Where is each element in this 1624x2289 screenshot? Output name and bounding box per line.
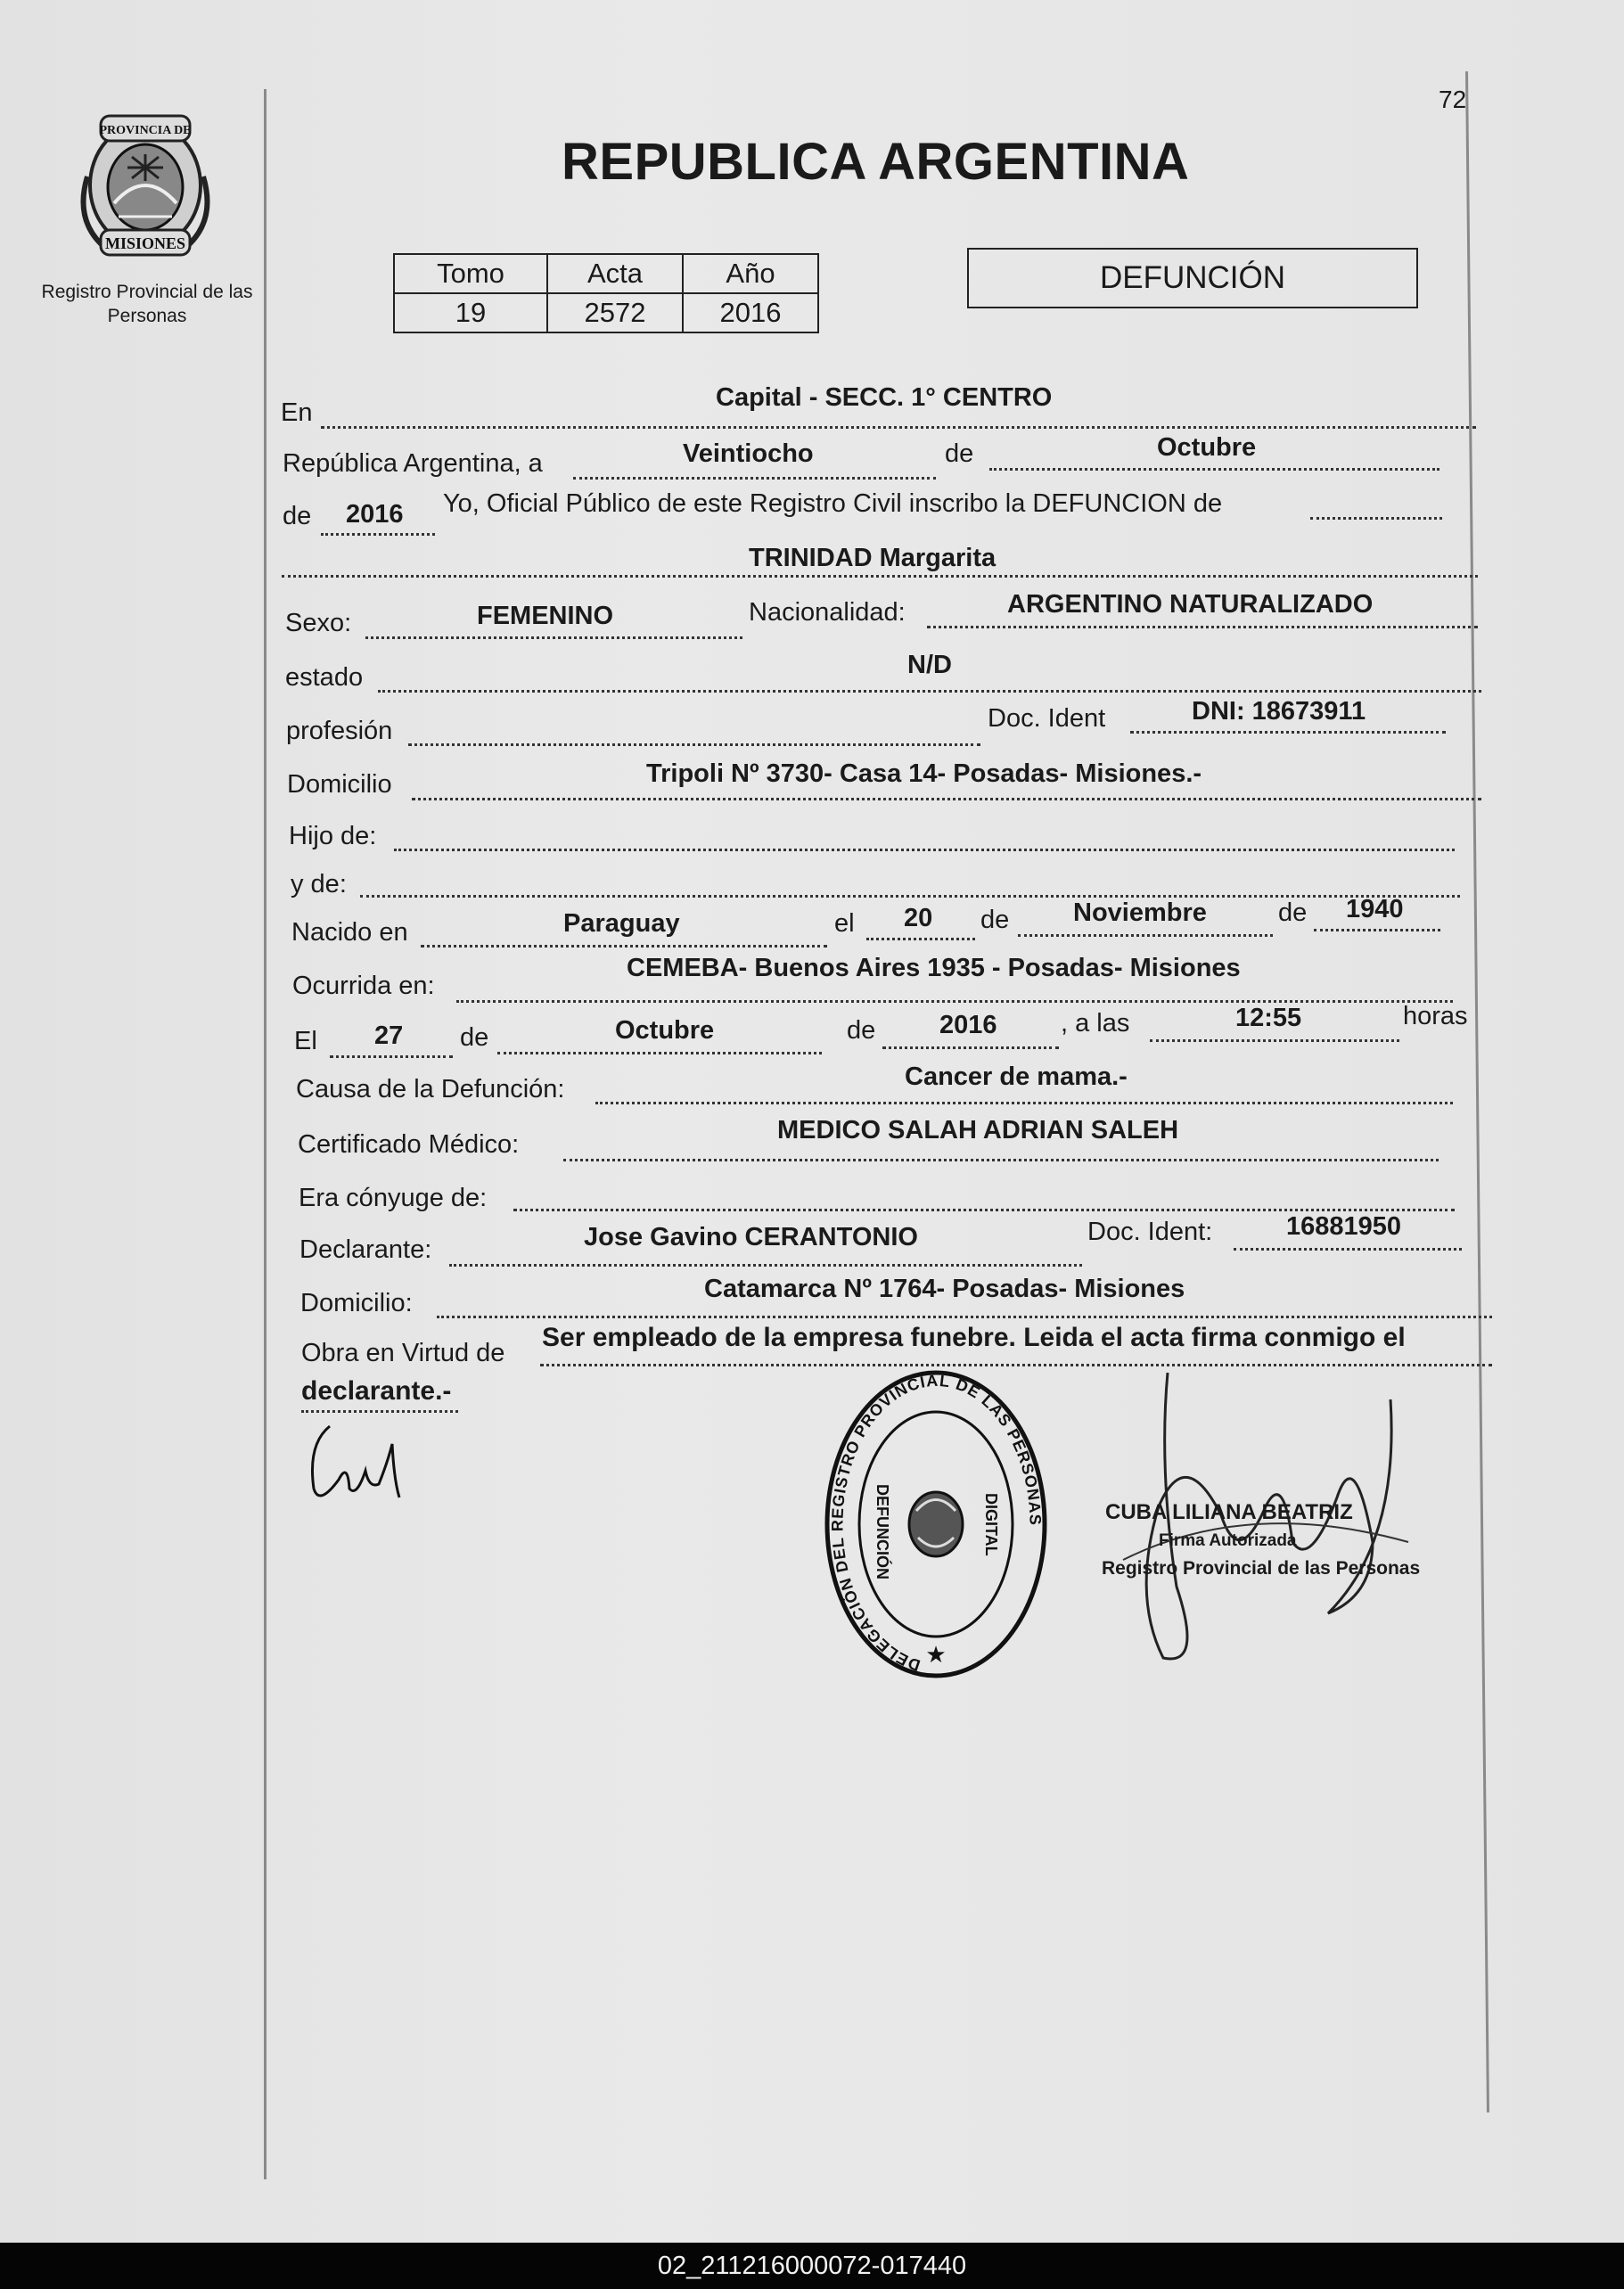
year-value: 2016	[346, 500, 404, 529]
signer-stamp-role: Firma Autorizada	[1159, 1531, 1297, 1550]
sexo-value: FEMENINO	[477, 602, 614, 630]
year-dotted-line	[321, 533, 435, 536]
de-label-4: de	[1278, 898, 1308, 927]
declarante-value: Jose Gavino CERANTONIO	[584, 1223, 918, 1251]
domicilio-2-dotted-line	[437, 1316, 1492, 1318]
y-de-dotted-line	[360, 895, 1460, 898]
ocurrida-en-value: CEMEBA- Buenos Aires 1935 - Posadas- Misiones	[627, 954, 1241, 982]
y-de-label: y de:	[291, 870, 347, 898]
domicilio-2-value: Catamarca Nº 1764- Posadas- Misiones	[704, 1275, 1185, 1303]
de-label-6: de	[847, 1016, 876, 1045]
death-day-value: 27	[374, 1021, 404, 1050]
sexo-dotted-line	[365, 636, 742, 639]
birth-day-value: 20	[904, 904, 933, 932]
en-value: Capital - SECC. 1° CENTRO	[716, 383, 1053, 412]
death-year-dotted-line	[882, 1046, 1059, 1049]
horas-label: horas	[1403, 1002, 1468, 1030]
seal-inner-left-text: DEFUNCIÓN	[874, 1484, 891, 1579]
oficial-dotted-line	[1310, 517, 1442, 520]
profesion-label: profesión	[286, 717, 393, 745]
obra-value-line-1: Ser empleado de la empresa funebre. Leida el acta firma conmigo el	[542, 1323, 1406, 1352]
death-month-value: Octubre	[615, 1016, 715, 1045]
ocurrida-en-dotted-line	[456, 1000, 1453, 1003]
emblem-ribbon-bottom: MISIONES	[104, 234, 186, 252]
birth-year-dotted-line	[1314, 929, 1440, 931]
record-table	[393, 253, 819, 333]
conyuge-label: Era cónyuge de:	[299, 1184, 488, 1212]
official-seal	[818, 1368, 1054, 1689]
doc-ident-value: DNI: 18673911	[1192, 697, 1366, 726]
seal-inner-right-text: DIGITAL	[982, 1493, 1000, 1556]
causa-dotted-line	[595, 1102, 1453, 1104]
doc-ident-2-value: 16881950	[1286, 1212, 1402, 1241]
declarant-initials-signature	[303, 1408, 428, 1515]
estado-value: N/D	[907, 651, 952, 679]
nacido-en-value: Paraguay	[563, 909, 680, 938]
seal-ring-text: DELEGACIÓN DEL REGISTRO PROVINCIAL DE LAS PERSONAS	[828, 1371, 1045, 1675]
deceased-name-value: TRINIDAD Margarita	[749, 544, 997, 572]
death-year-value: 2016	[939, 1011, 997, 1039]
birth-year-value: 1940	[1346, 895, 1404, 923]
doc-ident-2-dotted-line	[1234, 1248, 1462, 1251]
causa-label: Causa de la Defunción:	[296, 1075, 565, 1103]
estado-label: estado	[285, 663, 364, 692]
domicilio-value: Tripoli Nº 3730- Casa 14- Posadas- Misiones.-	[646, 759, 1202, 788]
declarante-label: Declarante:	[299, 1235, 432, 1264]
svg-text:★: ★	[925, 1641, 947, 1668]
en-dotted-line	[321, 426, 1476, 429]
page-number: 72	[1439, 86, 1467, 113]
domicilio-dotted-line	[412, 798, 1481, 800]
nacionalidad-value: ARGENTINO NATURALIZADO	[1007, 590, 1374, 619]
death-time-dotted-line	[1150, 1039, 1399, 1042]
certificado-value: MEDICO SALAH ADRIAN SALEH	[777, 1116, 1179, 1144]
certificado-dotted-line	[563, 1159, 1439, 1161]
right-margin-line	[1465, 71, 1489, 2113]
day-value: Veintiocho	[683, 439, 814, 468]
day-dotted-line	[573, 477, 936, 480]
doc-ident-label: Doc. Ident	[988, 704, 1106, 733]
month-dotted-line	[989, 468, 1439, 471]
nacionalidad-label: Nacionalidad:	[749, 598, 906, 627]
de-label-2: de	[283, 502, 312, 530]
tomo-header: Tomo	[394, 254, 547, 293]
document-title: REPUBLICA ARGENTINA	[562, 133, 1190, 191]
birth-day-dotted-line	[866, 938, 975, 940]
record-type-box: DEFUNCIÓN	[967, 248, 1418, 308]
ocurrida-en-label: Ocurrida en:	[292, 972, 435, 1000]
birth-month-dotted-line	[1018, 934, 1273, 937]
nacido-en-dotted-line	[421, 945, 827, 948]
en-label: En	[281, 398, 313, 427]
death-month-dotted-line	[497, 1052, 822, 1054]
signer-stamp-name: CUBA LILIANA BEATRIZ	[1105, 1500, 1353, 1524]
obra-value-line-2: declarante.-	[301, 1376, 452, 1406]
name-dotted-line	[282, 575, 1478, 578]
estado-dotted-line	[378, 690, 1481, 693]
domicilio-label: Domicilio	[287, 770, 392, 799]
conyuge-dotted-line	[513, 1209, 1455, 1211]
month-value: Octubre	[1157, 433, 1257, 462]
ano-header: Año	[683, 254, 818, 293]
ano-value: 2016	[683, 293, 818, 332]
causa-value: Cancer de mama.-	[905, 1062, 1128, 1091]
republica-label: República Argentina, a	[283, 449, 543, 478]
left-margin-line	[264, 89, 267, 2179]
signer-stamp-registry: Registro Provincial de las Personas	[1102, 1558, 1421, 1579]
certificado-label: Certificado Médico:	[298, 1130, 520, 1159]
de-label-5: de	[460, 1023, 489, 1052]
a-las-label: , a las	[1061, 1009, 1130, 1038]
de-label-1: de	[945, 439, 974, 468]
emblem-ribbon-top: PROVINCIA DE	[99, 124, 192, 137]
profesion-dotted-line	[408, 743, 980, 746]
nacionalidad-dotted-line	[927, 626, 1478, 628]
acta-value: 2572	[547, 293, 683, 332]
doc-ident-dotted-line	[1130, 731, 1446, 734]
registry-name: Registro Provincial de las Personas	[41, 282, 253, 326]
nacido-en-label: Nacido en	[291, 918, 408, 947]
declarante-dotted-line	[449, 1264, 1082, 1267]
hijo-de-dotted-line	[394, 849, 1455, 851]
acta-header: Acta	[547, 254, 683, 293]
birth-month-value: Noviembre	[1073, 898, 1207, 927]
sexo-label: Sexo:	[285, 609, 352, 637]
obra-label: Obra en Virtud de	[301, 1339, 505, 1367]
misiones-emblem-logo	[70, 105, 221, 261]
hijo-de-label: Hijo de:	[289, 822, 377, 850]
el-date-label: El	[294, 1027, 317, 1055]
doc-ident-2-label: Doc. Ident:	[1087, 1218, 1213, 1246]
death-day-dotted-line	[330, 1055, 453, 1058]
death-time-value: 12:55	[1235, 1004, 1302, 1032]
el-label: el	[834, 909, 855, 938]
footer-code: 02_211216000072-017440	[0, 2243, 1624, 2289]
domicilio-2-label: Domicilio:	[300, 1289, 413, 1317]
tomo-value: 19	[394, 293, 547, 332]
de-label-3: de	[980, 906, 1010, 934]
oficial-text: Yo, Oficial Público de este Registro Civil inscribo la DEFUNCION de	[443, 489, 1223, 518]
